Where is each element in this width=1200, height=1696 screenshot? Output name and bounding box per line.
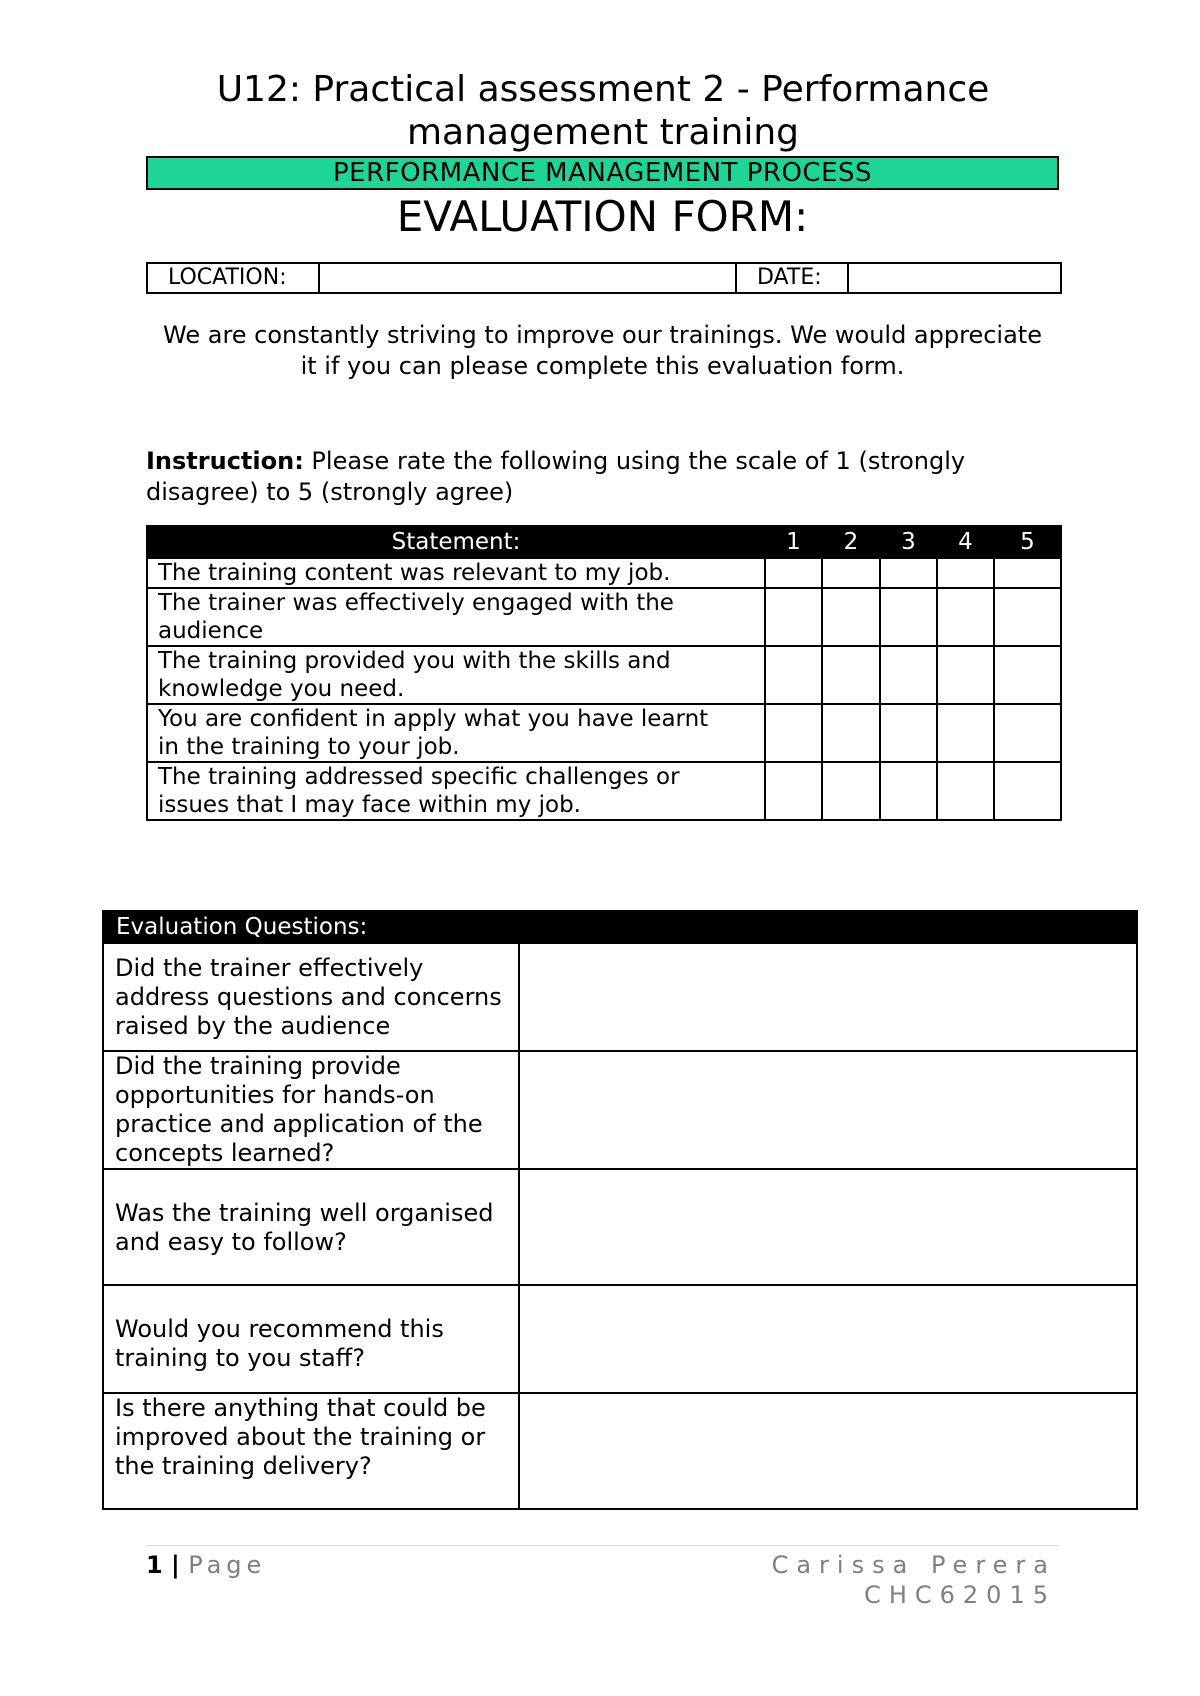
answer-field[interactable] [519,1285,1137,1393]
page-number-value: 1 [146,1551,163,1579]
question-line: opportunities for hands-on [115,1081,435,1109]
rating-cell-1[interactable] [765,646,822,704]
rating-cell-2[interactable] [822,588,880,646]
rating-row [147,762,1061,820]
question-line: improved about the training or [115,1423,486,1451]
rating-cell-3[interactable] [880,588,937,646]
statement-text-cont: knowledge you need. [158,676,405,702]
rating-row [147,588,1061,646]
location-field[interactable] [319,263,736,293]
evaluation-questions-table [102,910,1138,1510]
question-cell [103,1169,519,1285]
author-name: Carissa Perera [771,1551,1056,1579]
statement-text: The training provided you with the skills and [158,648,671,674]
questions-header: Evaluation Questions: [103,911,1137,943]
instruction-text [146,446,1006,508]
instruction-label: Instruction: [146,447,304,475]
statement-cell [147,646,765,704]
rating-cell-1[interactable] [765,762,822,820]
page-word: Page [188,1551,267,1579]
rating-cell-3[interactable] [880,558,937,588]
statement-cell [147,762,765,820]
answer-field[interactable] [519,1393,1137,1509]
question-row [103,1169,1137,1285]
statement-text-cont: audience [158,618,264,644]
question-row [103,1393,1137,1509]
scale-header-1: 1 [765,526,822,558]
rating-cell-5[interactable] [994,762,1061,820]
rating-cell-2[interactable] [822,558,880,588]
rating-cell-5[interactable] [994,646,1061,704]
question-line: Would you recommend this [115,1315,444,1343]
scale-header-4: 4 [937,526,994,558]
question-line: training to you staff? [115,1344,365,1372]
question-line [115,1286,508,1315]
statement-header: Statement: [147,526,765,558]
statement-cell [147,558,765,588]
question-line: the training delivery? [115,1452,372,1480]
scale-header-5: 5 [994,526,1061,558]
question-line: address questions and concerns [115,983,502,1011]
statement-text: The training addressed specific challenges or [158,764,680,790]
date-field[interactable] [848,263,1061,293]
title-line-1: U12: Practical assessment 2 - Performance [216,69,990,110]
rating-cell-1[interactable] [765,588,822,646]
location-date-table [146,262,1062,294]
rating-cell-3[interactable] [880,762,937,820]
statement-text-cont: issues that I may face within my job. [158,792,581,818]
rating-cell-2[interactable] [822,762,880,820]
rating-cell-3[interactable] [880,704,937,762]
statement-cell [147,704,765,762]
rating-cell-4[interactable] [937,558,994,588]
question-line: Did the training provide [115,1052,401,1080]
question-line: concepts learned? [115,1139,335,1167]
question-cell [103,943,519,1051]
scale-header-3: 3 [880,526,937,558]
question-line: Is there anything that could be [115,1394,486,1422]
question-row [103,943,1137,1051]
statement-text: You are confident in apply what you have learnt [158,706,709,732]
rating-cell-1[interactable] [765,558,822,588]
answer-field[interactable] [519,1051,1137,1169]
rating-cell-4[interactable] [937,704,994,762]
scale-header-2: 2 [822,526,880,558]
intro-line-2: it if you can please complete this evaluation form. [300,352,905,380]
form-title: EVALUATION FORM: [396,192,809,241]
page-separator: | [162,1551,189,1579]
title-line-2: management training [406,112,800,153]
question-line: and easy to follow? [115,1228,347,1256]
answer-field[interactable] [519,1169,1137,1285]
rating-row [147,646,1061,704]
question-line: Was the training well organised [115,1199,494,1227]
intro-line-1: We are constantly striving to improve our trainings. We would appreciate [163,321,1042,349]
rating-row [147,704,1061,762]
instruction-body: Please rate the following using the scale of 1 (strongly disagree) to 5 (strongly agree) [146,447,966,506]
footer-author-block [772,1550,1056,1610]
location-label: LOCATION: [147,263,319,293]
question-row [103,1051,1137,1169]
question-line [115,1170,508,1199]
statement-cell [147,588,765,646]
course-code: CHC62015 [864,1581,1056,1609]
statement-text: The trainer was effectively engaged with the [158,590,674,616]
rating-cell-5[interactable] [994,704,1061,762]
answer-field[interactable] [519,943,1137,1051]
rating-row [147,558,1061,588]
rating-cell-4[interactable] [937,646,994,704]
footer-divider [146,1545,1059,1546]
question-line: practice and application of the [115,1110,483,1138]
process-banner: PERFORMANCE MANAGEMENT PROCESS [146,156,1059,190]
rating-cell-4[interactable] [937,588,994,646]
rating-cell-4[interactable] [937,762,994,820]
rating-cell-3[interactable] [880,646,937,704]
question-cell [103,1285,519,1393]
rating-cell-1[interactable] [765,704,822,762]
intro-text [146,320,1059,382]
statement-text: The training content was relevant to my job. [158,560,671,586]
page-number [146,1550,266,1580]
question-cell [103,1393,519,1509]
question-cell [103,1051,519,1169]
question-line: raised by the audience [115,1012,391,1040]
rating-table [146,525,1062,821]
rating-cell-5[interactable] [994,558,1061,588]
question-line: Did the trainer effectively [115,954,424,982]
rating-cell-2[interactable] [822,646,880,704]
document-title [147,68,1059,154]
rating-cell-5[interactable] [994,588,1061,646]
question-row [103,1285,1137,1393]
date-label: DATE: [736,263,848,293]
statement-text-cont: in the training to your job. [158,734,460,760]
rating-cell-2[interactable] [822,704,880,762]
